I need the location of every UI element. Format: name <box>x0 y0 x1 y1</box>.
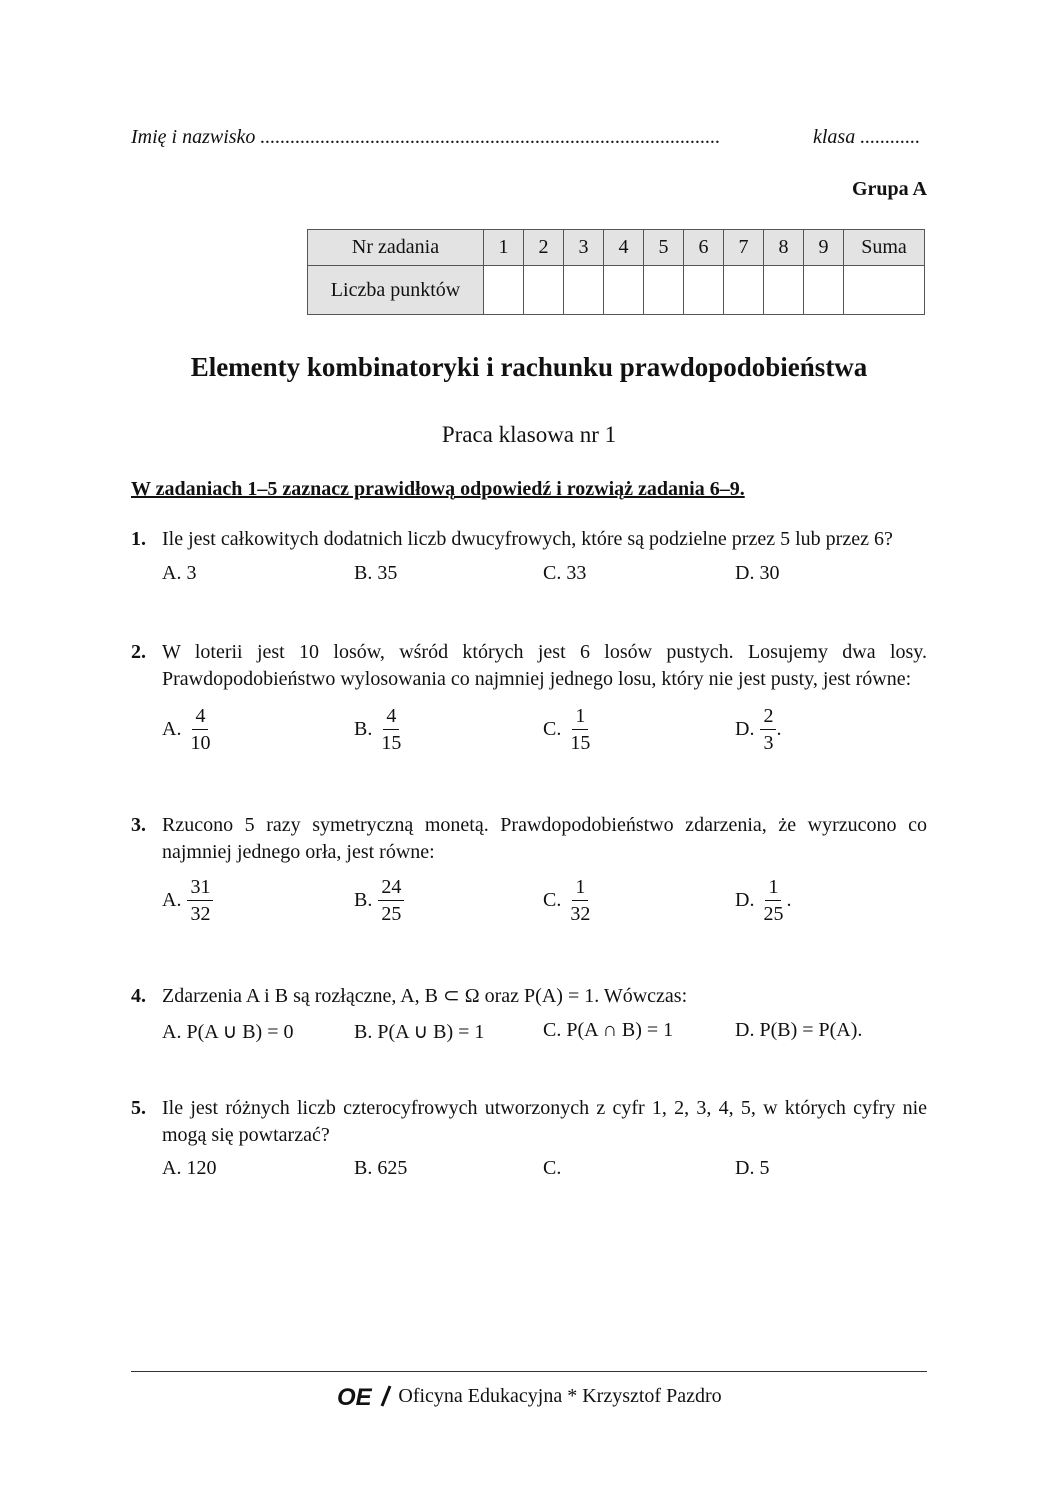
fraction <box>378 706 404 753</box>
question-text: Ile jest całkowitych dodatnich liczb dwucyfrowych, które są podzielne przez 5 lub przez 6? <box>162 528 893 550</box>
question-1 <box>131 526 927 553</box>
denominator: 32 <box>570 903 591 925</box>
task-number-cell: 8 <box>764 230 804 266</box>
answer-option[interactable]: D. 30 <box>735 562 780 584</box>
answer-option[interactable] <box>735 877 791 924</box>
question-text: Ile jest różnych liczb czterocyfrowych utworzonych z cyfr 1, 2, 3, 4, 5, w których cyfry nie mogą się powtarzać? <box>162 1097 927 1146</box>
numerator: 31 <box>187 877 213 901</box>
answer-option[interactable]: A. P(A ∪ B) = 0 <box>162 1021 294 1043</box>
numerator: 1 <box>765 877 781 901</box>
denominator: 15 <box>381 732 402 754</box>
question-2 <box>131 639 927 693</box>
page-subtitle: Praca klasowa nr 1 <box>441 422 617 447</box>
denominator: 25 <box>763 903 784 925</box>
numerator: 24 <box>378 877 404 901</box>
answer-option[interactable]: C. P(A ∩ B) = 1 <box>543 1019 674 1041</box>
logo-slash <box>382 1386 390 1406</box>
option-tail: . <box>786 889 792 911</box>
fraction <box>567 706 593 753</box>
question-number: 5. <box>131 1097 146 1119</box>
question-number: 4. <box>131 985 146 1007</box>
answer-option[interactable] <box>543 877 593 924</box>
points-cell[interactable] <box>524 266 564 315</box>
answer-option[interactable]: B. P(A ∪ B) = 1 <box>354 1021 485 1043</box>
answer-option[interactable]: D. 5 <box>735 1157 770 1179</box>
answer-option[interactable] <box>543 706 593 753</box>
task-number-cell: 2 <box>524 230 564 266</box>
denominator: 32 <box>190 903 211 925</box>
option-letter: C. <box>543 718 562 740</box>
option-letter: D. <box>735 718 755 740</box>
task-number-cell: 1 <box>484 230 524 266</box>
question-number: 3. <box>131 814 146 836</box>
option-letter: C. <box>543 889 562 911</box>
publisher-name: Oficyna Edukacyjna * Krzysztof Pazdro <box>398 1384 722 1407</box>
answer-option[interactable] <box>354 877 404 924</box>
points-cell[interactable] <box>604 266 644 315</box>
fraction <box>567 877 593 924</box>
fraction <box>187 706 213 753</box>
option-letter: D. <box>735 889 755 911</box>
numerator: 1 <box>572 706 588 730</box>
points-cell[interactable] <box>564 266 604 315</box>
task-number-cell: 9 <box>804 230 844 266</box>
class-field-label: klasa ............ <box>813 126 921 148</box>
numerator: 1 <box>572 877 588 901</box>
question-text: Rzucono 5 razy symetryczną monetą. Prawdopodobieństwo zdarzenia, że wyrzucono co najmniej jednego orła, jest równe: <box>162 814 927 863</box>
task-number-header: Nr zadania <box>308 230 484 266</box>
group-label: Grupa A <box>851 178 927 200</box>
answer-option[interactable]: A. 3 <box>162 562 197 584</box>
option-letter: A. <box>162 889 182 911</box>
question-4 <box>131 983 927 1010</box>
denominator: 25 <box>381 903 402 925</box>
sum-header: Suma <box>844 230 925 266</box>
answer-option[interactable]: C. 33 <box>543 562 587 584</box>
denominator: 3 <box>763 732 774 754</box>
footer-divider <box>131 1371 927 1372</box>
option-tail: . <box>776 718 782 740</box>
task-number-cell: 5 <box>644 230 684 266</box>
answer-option[interactable] <box>162 877 213 924</box>
points-cell[interactable] <box>484 266 524 315</box>
question-text: Zdarzenia A i B są rozłączne, A, B ⊂ Ω oraz P(A) = 1. Wówczas: <box>162 985 688 1007</box>
numerator: 4 <box>192 706 208 730</box>
answer-option[interactable]: C. <box>543 1157 562 1179</box>
option-letter: B. <box>354 718 373 740</box>
question-number: 1. <box>131 528 146 550</box>
fraction <box>378 877 404 924</box>
numerator: 4 <box>383 706 399 730</box>
answer-option[interactable]: D. P(B) = P(A). <box>735 1019 863 1041</box>
page-title: Elementy kombinatoryki i rachunku prawdopodobieństwa <box>190 352 868 382</box>
instructions: W zadaniach 1–5 zaznacz prawidłową odpowiedź i rozwiąż zadania 6–9. <box>131 478 745 500</box>
fraction <box>760 706 776 753</box>
question-number: 2. <box>131 641 146 663</box>
points-cell[interactable] <box>684 266 724 315</box>
fraction <box>760 877 786 924</box>
points-header: Liczba punktów <box>308 266 484 315</box>
points-cell[interactable] <box>804 266 844 315</box>
logo-text: OE <box>337 1384 373 1408</box>
points-cell[interactable] <box>644 266 684 315</box>
option-letter: B. <box>354 889 373 911</box>
task-number-row <box>308 230 925 266</box>
points-row <box>308 266 925 315</box>
answer-option[interactable]: B. 625 <box>354 1157 408 1179</box>
denominator: 10 <box>190 732 211 754</box>
answer-option[interactable] <box>162 706 213 753</box>
fraction <box>187 877 213 924</box>
answer-option[interactable]: A. 120 <box>162 1157 217 1179</box>
denominator: 15 <box>570 732 591 754</box>
task-number-cell: 3 <box>564 230 604 266</box>
option-letter: A. <box>162 718 182 740</box>
answer-option[interactable] <box>735 706 781 753</box>
score-table <box>307 229 925 315</box>
name-field-label: Imię i nazwisko ............................................................................................ <box>131 126 721 148</box>
task-number-cell: 7 <box>724 230 764 266</box>
question-3 <box>131 812 927 866</box>
answer-option[interactable]: B. 35 <box>354 562 398 584</box>
footer <box>0 1384 1058 1408</box>
publisher-logo-icon <box>336 1384 392 1408</box>
task-number-cell: 4 <box>604 230 644 266</box>
task-number-cell: 6 <box>684 230 724 266</box>
numerator: 2 <box>760 706 776 730</box>
points-cell[interactable] <box>764 266 804 315</box>
question-5 <box>131 1095 927 1149</box>
answer-option[interactable] <box>354 706 404 753</box>
points-cell[interactable] <box>724 266 764 315</box>
question-text: W loterii jest 10 losów, wśród których jest 6 losów pustych. Losujemy dwa losy. Prawdopodobieństwo wylosowania co najmniej jednego losu, który nie jest pusty, jest równe: <box>162 641 927 690</box>
points-sum-cell[interactable] <box>844 266 925 315</box>
